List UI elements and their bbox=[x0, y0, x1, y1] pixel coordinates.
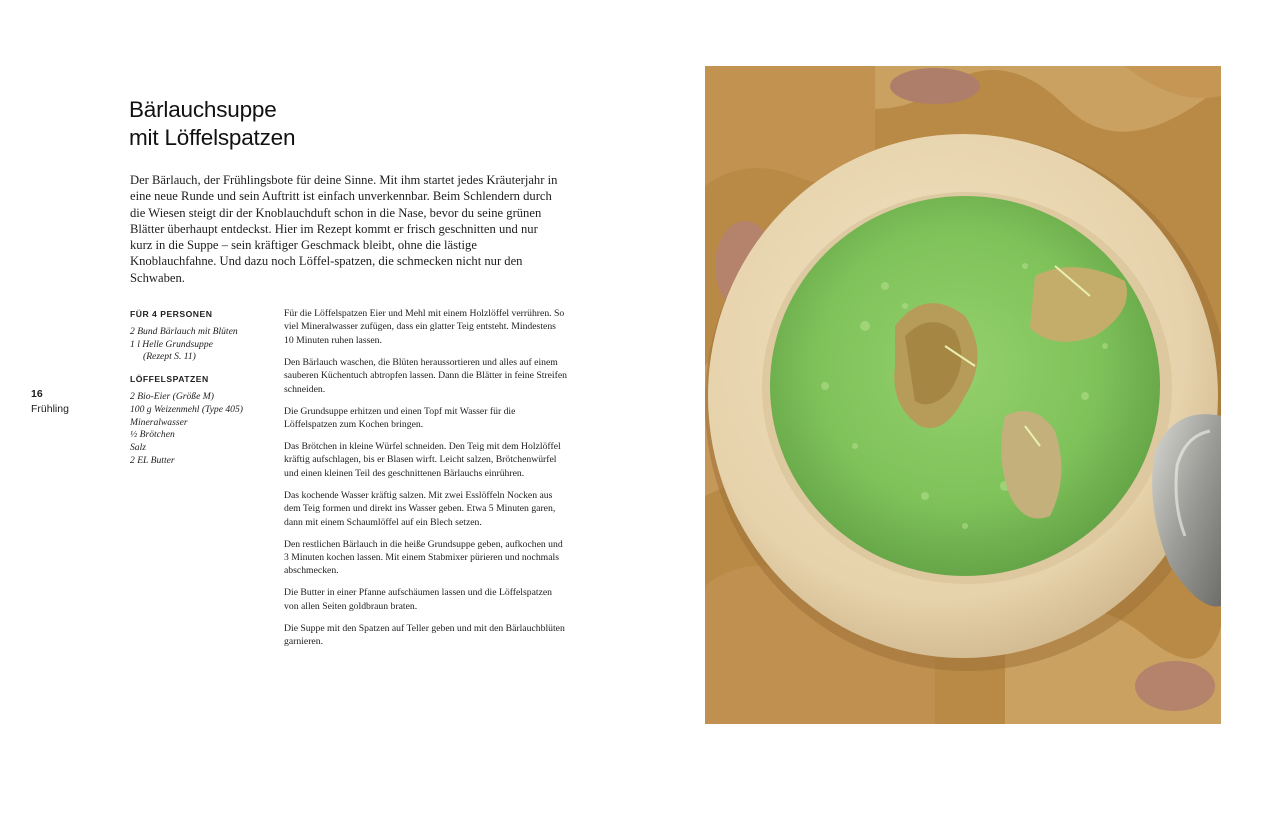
method-step: Den restlichen Bärlauch in die heiße Grundsuppe geben, aufkochen und 3 Minuten kochen lassen. Mit einem Stabmixer pürieren und nochmals abschmecken. bbox=[284, 538, 563, 577]
page-number: 16 bbox=[31, 388, 43, 400]
ingredient-item: 2 Bio-Eier (Größe M) bbox=[130, 390, 214, 402]
method-step: Die Butter in einer Pfanne aufschäumen lassen und die Löffelspatzen von allen Seiten goldbraun braten. bbox=[284, 587, 553, 612]
recipe-intro: Der Bärlauch, der Frühlingsbote für deine Sinne. Mit ihm startet jedes Kräuterjahr in eine neue Runde und sein Auftritt ist einfach unverkennbar. Beim Schlendern durch die Wiesen steigt dir der Knoblauchduft schon in die Nase, bevor du seine grünen Blätter überhaupt entdeckst. Hier im Rezept kommt er frisch geschnitten und nur kurz in die Suppe – sein kräftiger Geschmack bleibt, ohne die lästige Knoblauchfahne. Und dazu noch Löffel-spatzen, die schmecken nicht nur den Schwaben. bbox=[130, 173, 558, 285]
ingredient-item: (Rezept S. 11) bbox=[143, 351, 196, 363]
spatzen-ingredients-group bbox=[130, 373, 280, 468]
ingredient-item: ½ Brötchen bbox=[130, 429, 175, 441]
method-step: Das kochende Wasser kräftig salzen. Mit zwei Esslöffeln Nocken aus dem Teig formen und direkt ins Wasser geben. Etwa 5 Minuten garen, dann mit einem Schaumlöffel auf ein Blech setzen. bbox=[284, 489, 556, 528]
main-ingredient-list bbox=[130, 326, 280, 364]
ingredient-item: Mineralwasser bbox=[130, 416, 188, 428]
ingredients-column bbox=[130, 308, 280, 468]
soup-illustration bbox=[705, 66, 1221, 724]
recipe-title-line-2: mit Löffelspatzen bbox=[129, 125, 296, 150]
ingredient-item: 1 l Helle Grundsuppe bbox=[130, 338, 213, 350]
ingredient-item: 2 EL Butter bbox=[130, 454, 175, 466]
spatzen-ingredient-list bbox=[130, 391, 280, 468]
method-step: Den Bärlauch waschen, die Blüten heraussortieren und alles auf einem sauberen Küchentuch abtropfen lassen. Dann die Blätter in feine Streifen schneiden. bbox=[284, 356, 567, 395]
method-column bbox=[284, 307, 567, 657]
ingredient-item: 2 Bund Bärlauch mit Blüten bbox=[130, 325, 238, 337]
soup-photo bbox=[705, 66, 1221, 724]
spatzen-heading: LÖFFELSPATZEN bbox=[130, 374, 209, 385]
recipe-title-line-1: Bärlauchsuppe bbox=[129, 97, 277, 122]
page-marker bbox=[31, 387, 69, 417]
method-step: Die Grundsuppe erhitzen und einen Topf mit Wasser für die Löffelspatzen zum Kochen bringen. bbox=[284, 405, 516, 431]
ingredient-item: Salz bbox=[130, 442, 146, 454]
recipe-title bbox=[129, 96, 295, 152]
servings-heading: FÜR 4 PERSONEN bbox=[130, 309, 213, 319]
main-ingredients-group bbox=[130, 308, 280, 364]
method-step: Die Suppe mit den Spatzen auf Teller geben und mit den Bärlauchblüten garnieren. bbox=[284, 622, 565, 648]
ingredient-item: 100 g Weizenmehl (Type 405) bbox=[130, 403, 243, 415]
section-label: Frühling bbox=[31, 403, 69, 415]
method-step: Das Brötchen in kleine Würfel schneiden. Den Teig mit dem Holzlöffel kräftig aufschlagen, bis er Blasen wirft. Leicht salzen, Brötchenwürfel und einen kleinen Teil des geschnittenen Bärlauchs einrühren. bbox=[284, 441, 561, 479]
method-step: Für die Löffelspatzen Eier und Mehl mit einem Holzlöffel verrühren. So viel Mineralwasser zufügen, dass ein glatter Teig entsteht. Mindestens 10 Minuten ruhen lassen. bbox=[284, 308, 565, 346]
